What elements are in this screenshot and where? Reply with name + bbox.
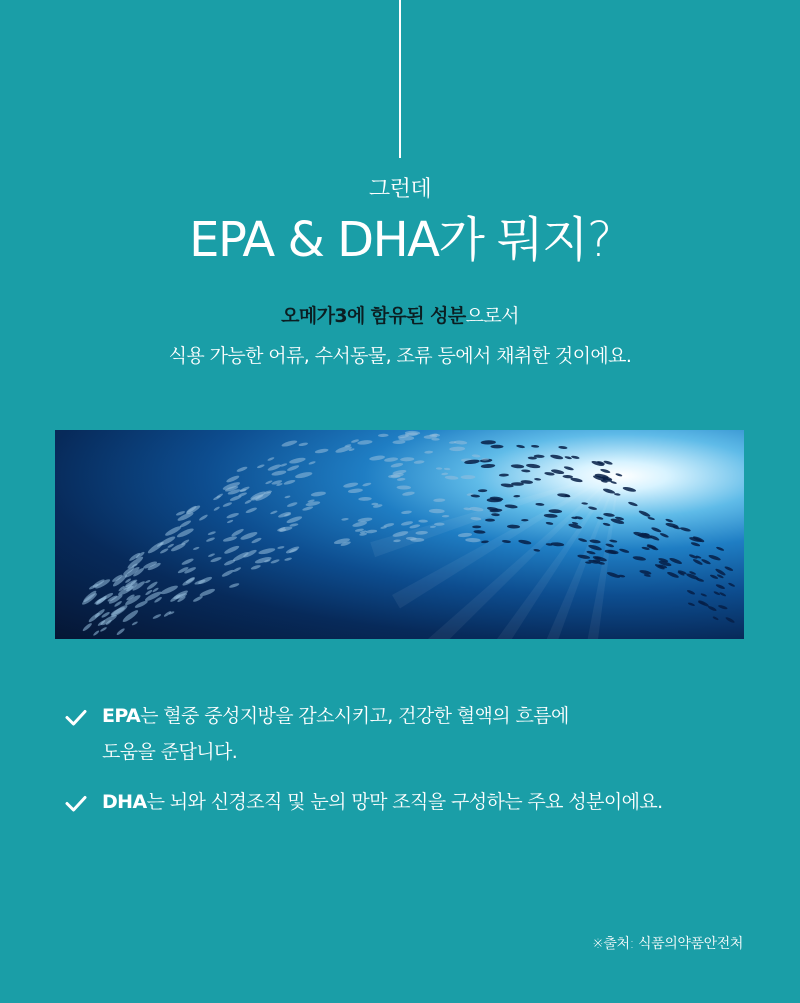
fish [712, 616, 719, 621]
fish [713, 591, 720, 596]
fish [277, 526, 293, 533]
fish [388, 474, 401, 478]
fish [232, 566, 241, 572]
fish [401, 510, 412, 515]
fish [442, 515, 450, 518]
fish [284, 495, 290, 499]
fish [481, 440, 496, 445]
fish [692, 558, 703, 566]
fish [688, 602, 696, 607]
fish [193, 546, 200, 550]
fish [245, 507, 257, 514]
fish [257, 464, 265, 469]
fish [397, 478, 406, 482]
fish [444, 468, 451, 471]
bullet-term: EPA [102, 705, 141, 727]
fish [563, 466, 574, 472]
bullet-text-continued: 도움을 준답니다. [102, 741, 238, 763]
fish [441, 472, 448, 475]
fish [600, 468, 611, 474]
fish [507, 524, 520, 528]
fish [384, 457, 398, 463]
fish [229, 582, 240, 588]
fish [490, 445, 503, 449]
fish [270, 559, 280, 565]
fish [414, 460, 425, 464]
fish [718, 604, 728, 610]
fish [516, 444, 525, 448]
fish [562, 475, 573, 479]
fish [281, 439, 298, 448]
fish [418, 519, 428, 522]
fish [606, 571, 620, 579]
fish [283, 479, 295, 486]
fish [715, 583, 725, 589]
fish [716, 546, 725, 551]
fish [546, 521, 554, 525]
bullet-item-epa [64, 698, 754, 770]
fish [521, 519, 528, 521]
fish [192, 595, 203, 603]
fish [221, 569, 235, 578]
fish [82, 622, 93, 632]
fish [424, 451, 433, 454]
fish [267, 456, 275, 461]
fish [286, 464, 299, 472]
fish [628, 501, 638, 507]
fish [152, 613, 161, 620]
bullet-list [64, 698, 754, 820]
fish [724, 566, 734, 572]
fish [311, 491, 327, 497]
fish [511, 464, 525, 469]
fish [564, 456, 572, 460]
fish [159, 535, 176, 547]
fish [638, 509, 651, 517]
fish [614, 493, 621, 496]
fish [378, 434, 389, 438]
fish [258, 547, 276, 555]
fish [521, 469, 530, 472]
fish [315, 448, 329, 454]
fish [289, 523, 298, 527]
fish [550, 542, 564, 547]
fish [121, 609, 139, 624]
page-title-rest: 가 뭐지? [438, 212, 611, 268]
fish [433, 498, 445, 502]
check-icon [64, 705, 88, 729]
fish [400, 457, 414, 462]
fish [357, 439, 373, 445]
fish [298, 442, 308, 447]
fish [271, 470, 287, 477]
fish [465, 538, 481, 543]
fish [95, 595, 108, 607]
fish [659, 532, 669, 538]
fish [229, 494, 242, 502]
fish [270, 510, 278, 515]
fish [223, 535, 238, 543]
fish [341, 518, 349, 521]
fish [295, 471, 313, 479]
fish [666, 571, 679, 579]
fish [445, 475, 459, 480]
check-icon [64, 791, 88, 815]
fish [199, 587, 216, 597]
fish [708, 554, 721, 562]
fish [651, 526, 662, 533]
fish [181, 557, 194, 566]
fish [632, 555, 646, 561]
fish [286, 515, 303, 524]
fish [719, 592, 727, 597]
fish [390, 462, 403, 468]
intro-rest: 으로서 [465, 305, 519, 327]
fish [518, 539, 532, 545]
fish [223, 544, 240, 555]
intro-line-1 [0, 301, 800, 328]
fish [603, 460, 613, 466]
fish [206, 537, 216, 543]
fish [289, 457, 306, 465]
fish [622, 486, 636, 493]
light-ray [392, 470, 620, 608]
source-citation: ※출처: 식품의약품안전처 [592, 936, 743, 952]
fish [100, 626, 108, 632]
fish [302, 505, 314, 511]
fish [647, 516, 655, 520]
fish [458, 532, 472, 537]
fish [472, 454, 481, 458]
fish [236, 466, 248, 473]
fish [526, 463, 541, 469]
intro-line-2: 식용 가능한 어류, 수서동물, 조류 등에서 채취한 것이에요. [168, 345, 632, 367]
fish [436, 467, 442, 469]
fish [365, 529, 377, 533]
fish [250, 564, 261, 570]
fish [348, 488, 363, 494]
fish [499, 473, 509, 476]
fish [402, 491, 415, 497]
fish [267, 463, 282, 472]
fish [226, 512, 239, 519]
fish [358, 497, 372, 501]
fish [571, 455, 580, 459]
fish [198, 514, 208, 522]
fish [208, 553, 216, 558]
fish [619, 548, 630, 554]
bullet-text: 는 혈중 중성지방을 감소시키고, 건강한 혈액의 흐름에 [140, 705, 569, 727]
fish [277, 546, 285, 550]
fish [513, 495, 520, 498]
fish [725, 616, 735, 623]
fish [707, 605, 717, 612]
fish [728, 582, 736, 587]
fish [134, 599, 149, 609]
fish [99, 613, 118, 627]
fish [213, 506, 220, 512]
fish [534, 478, 541, 481]
fish [449, 446, 465, 451]
fish [213, 495, 222, 501]
intro-emphasis: 오메가3에 함유된 성분 [281, 305, 466, 327]
fish [531, 445, 539, 448]
fish [578, 538, 588, 543]
fish [244, 499, 252, 505]
bullet-term: DHA [102, 791, 147, 813]
fish [369, 455, 385, 462]
bullet-item-dha [64, 784, 754, 820]
fish [284, 557, 292, 561]
fish [160, 584, 179, 596]
fish [231, 528, 245, 538]
fish [251, 537, 262, 544]
fish [481, 464, 496, 469]
fish [227, 519, 234, 524]
page-title [0, 214, 800, 267]
fish [550, 454, 564, 460]
fish [473, 530, 485, 534]
fish [485, 518, 495, 521]
bullet-text: 는 뇌와 신경조직 및 눈의 망막 조직을 구성하는 주요 성분이에요. [146, 791, 663, 813]
fish [686, 589, 695, 595]
fish [116, 627, 126, 636]
fish [690, 541, 700, 547]
fish [131, 621, 138, 626]
fish [145, 579, 151, 583]
fish [362, 482, 372, 487]
page-title-strong: EPA & DHA [189, 212, 439, 268]
fish [397, 485, 411, 489]
fish [472, 525, 481, 528]
fish [182, 577, 196, 587]
fish [222, 501, 232, 507]
fish [461, 475, 476, 479]
fish [575, 516, 584, 520]
divider-line [399, 0, 401, 158]
school-of-fish-underwater-icon [55, 430, 744, 639]
fish [286, 501, 297, 508]
fish [210, 556, 222, 563]
fish-school-image [55, 430, 744, 639]
fish [478, 489, 487, 492]
fish [343, 482, 359, 489]
fish [558, 446, 567, 450]
fish [93, 630, 100, 637]
fish [429, 509, 445, 514]
fish [159, 547, 169, 554]
fish [280, 463, 288, 467]
fish [700, 593, 707, 597]
fish [207, 531, 216, 536]
fish [669, 557, 683, 565]
fish [665, 518, 673, 523]
section-subtitle: 그런데 [368, 177, 432, 202]
fish [679, 527, 691, 533]
fish [535, 503, 544, 507]
fish [308, 461, 316, 466]
fish [401, 520, 414, 526]
